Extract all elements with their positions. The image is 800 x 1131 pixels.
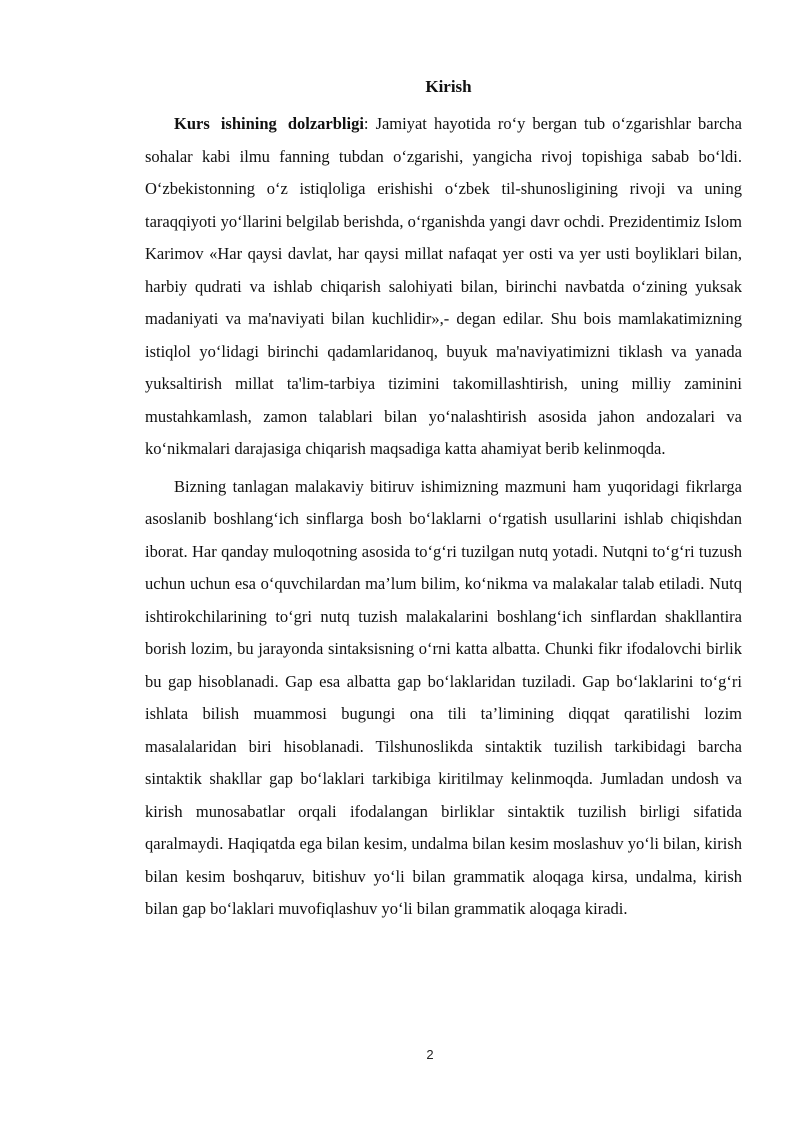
paragraph-text: : Jamiyat hayotida ro‘y bergan tub o‘zgarishlar barcha sohalar kabi ilmu fanning tubdan o‘zgarishi, yangicha rivoj topishiga sabab bo‘ldi. O‘zbekistonning o‘z istiqloliga erishishi o‘zbek til-shunosligining rivoji va uning taraqqiyoti yo‘llarini belgilab berishda, o‘rganishda yangi davr ochdi. Prezidentimiz Islom Karimov «Har qaysi davlat, har qaysi millat nafaqat yer osti va yer usti boyliklari bilan, harbiy qudrati va ishlab chiqarish salohiyati bilan, birinchi navbatda o‘zining yuksak madaniyati va ma'naviyati bilan kuchlidir»,- degan edilar. Shu bois mamlakatimizning istiqlol yo‘lidagi birinchi qadamlaridanoq, buyuk ma'naviyatimizni tiklash va yanada yuksaltirish millat ta'lim-tarbiya tizimini takomillashtirish, uning milliy zaminini mustahkamlash, zamon talablari bilan yo‘nalashtirish asosida jahon andozalari va ko‘nikmalari darajasiga chiqarish maqsadiga katta ahamiyat berib kelinmoqda.: [145, 114, 742, 458]
page-number: 2: [426, 1047, 434, 1062]
page-content: [145, 74, 742, 931]
section-title: Kirish: [425, 77, 472, 96]
paragraph-text: Bizning tanlagan malakaviy bitiruv ishimizning mazmuni ham yuqoridagi fikrlarga asoslanib boshlang‘ich sinflarga bosh bo‘laklarni o‘rgatish usullarini ishlab chiqishdan iborat. Har qanday muloqotning asosida to‘g‘ri tuzilgan nutq yotadi. Nutqni to‘g‘ri tuzush uchun uchun esa o‘quvchilardan ma’lum bilim, ko‘nikma va malakalar talab etiladi. Nutq ishtirokchilarining to‘gri nutq tuzish malakalarini boshlang‘ich sinflardan shakllantira borish lozim, bu jarayonda sintaksisning o‘rni katta albatta. Chunki fikr ifodalovchi birlik bu gap hisoblanadi. Gap esa albatta gap bo‘laklaridan tuziladi. Gap bo‘laklarini to‘g‘ri ishlata bilish muammosi bugungi ona tili ta’limining diqqat qaratilishi lozim masalalaridan biri hisoblanadi. Tilshunoslikda sintaktik tuzilish tarkibidagi barcha sintaktik shakllar gap bo‘laklari tarkibiga kiritilmay kelinmoqda. Jumladan undosh va kirish munosabatlar orqali ifodalangan birliklar sintaktik tuzilish birligi sifatida qaralmaydi. Haqiqatda ega bilan kesim, undalma bilan kesim moslashuv yo‘li bilan, kirish bilan kesim boshqaruv, bitishuv yo‘li bilan grammatik aloqaga kirsa, undalma, kirish bilan gap bo‘laklari muvofiqlashuv yo‘li bilan grammatik aloqaga kiradi.: [145, 476, 742, 918]
paragraph-lead: Kurs ishining dolzarbligi: [174, 114, 364, 133]
paragraph-relevance: [145, 108, 742, 466]
paragraph-content: [145, 471, 742, 926]
